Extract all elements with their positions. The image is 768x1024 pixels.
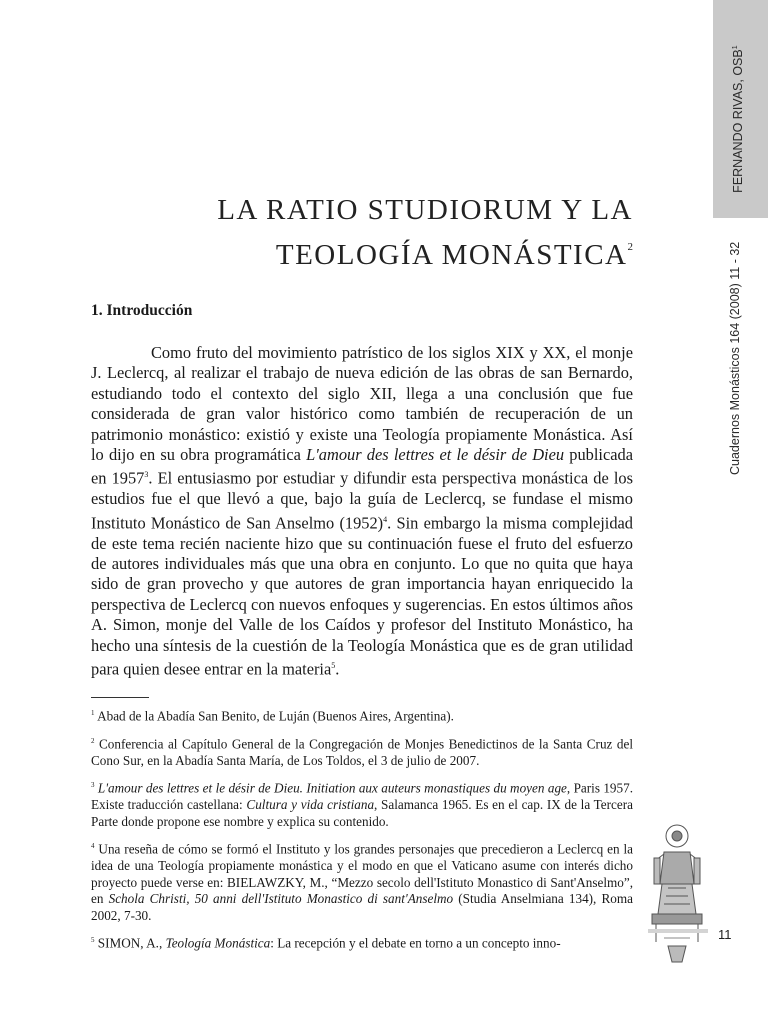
title-line-1: LA RATIO STUDIORUM Y LA — [217, 194, 633, 226]
footnote-ref-5[interactable]: 5 — [331, 661, 336, 671]
footnote-1: $^1$ Abad de la Abadía San Benito, de Luján (Buenos Aires, Argentina). — [91, 708, 454, 724]
page-number: 11 — [718, 927, 732, 942]
seated-saint-seal-icon — [648, 822, 706, 972]
body-paragraph: Como fruto del movimiento patrístico de los siglos XIX y XX, el monje J. Leclercq, al realizar el trabajo de nueva edición de las obras de san Bernardo, estudiando todo el contexto del siglo XII, llega a una conclusión que fue considerada de gran valor histórico como también de recuperación de un patrimonio monástico: existió y existe una Teología propiamente Monástica. Así lo dijo en su obra programática L'amour des lettres et le désir de Dieu publicada en 1957$^3$. El entusiasmo por estudiar y difundir esta perspectiva monástica de los estudios fue el que llevó a que, bajo la guía de Leclercq, se fundase el mismo Instituto Monástico de San Anselmo $(1952)^4$. Sin embargo la misma complejidad de este tema recién naciente hizo que su continuación fuese el fruto del esfuerzo de autores individuales más que una obra en conjunto. Lo que no quita que haya sido de gran provecho y que autores de gran importancia hayan enriquecido la perspectiva de Leclercq con nuevos enfoques y sugerencias. En estos últimos años A. Simon, monje del Valle de los Caídos y profesor del Instituto Monástico, ha hecho una síntesis de la cuestión de la Teología Monástica que es de gran utilidad para quien desee entrar en la materia$^5$. — [91, 343, 634, 679]
journal-citation: Cuadernos Monásticos 164 (2008) 11 - 32 — [728, 241, 742, 475]
section-heading: 1. Introducción — [91, 302, 193, 319]
footnote-divider — [91, 697, 149, 698]
footnote-5: $^5$ SIMON, A., Teología Monástica: La recepción y el debate en torno a un concepto inno- — [91, 935, 561, 951]
title-line-2: TEOLOGÍA MONÁSTICA$^2$ — [275, 239, 633, 271]
author-name: FERNANDO RIVAS, OSB$^1$ — [731, 45, 746, 193]
footnotes — [91, 705, 633, 960]
footnote-ref-3[interactable]: 3 — [144, 470, 149, 480]
footnote-3: $^3$ L'amour des lettres et le désir de Dieu. Initiation aux auteurs monastiques du moyen age, Paris 1957. Existe traducción castellana: Cultura y vida cristiana, Salamanca 1965. Es en el cap. IX de la Tercera Parte donde propone ese nombre y explica su contenido. — [91, 780, 634, 829]
page-number-rule — [648, 929, 708, 933]
footnote-ref-4[interactable]: 4 — [383, 514, 388, 524]
book-title: L'amour des lettres et le désir de Dieu — [306, 445, 565, 465]
footnote-4: $^4$ Una reseña de cómo se formó el Instituto y los grandes personajes que precedieron a Leclercq en la idea de una Teología propiamente monástica y el modo en que el Vaticano asume con interés dicho proyecto puede verse en: BIELAWZKY, M., “Mezzo secolo dell'Istituto Monastico di Sant'Anselmo”, en Schola Christi, 50 anni dell'Istituto Monastico di sant'Anselmo (Studia Anselmiana 134), Roma 2002, 7-30. — [91, 841, 633, 923]
article-title — [150, 192, 633, 274]
footnote-2: $^2$ Conferencia al Capítulo General de la Congregación de Monjes Benedictinos de la Santa Cruz del Cono Sur, en la Abadía Santa María, de Los Toldos, el 3 de julio de 2007. — [91, 736, 634, 768]
title-footnote-ref[interactable]: 2 — [627, 241, 633, 253]
